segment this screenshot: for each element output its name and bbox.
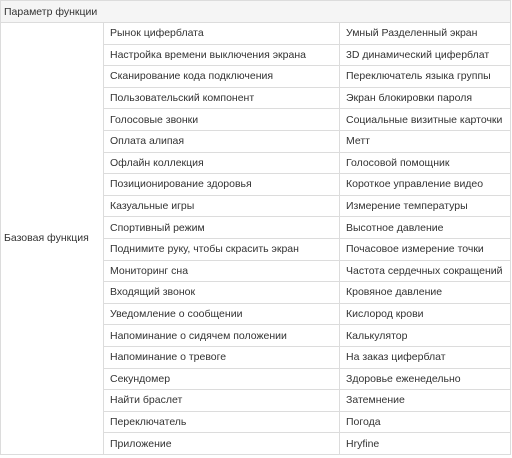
- feature-cell-left: Мониторинг сна: [104, 260, 340, 282]
- feature-cell-right: Измерение температуры: [340, 195, 511, 217]
- table-header-row: [1, 1, 511, 23]
- feature-cell-right: Голосовой помощник: [340, 152, 511, 174]
- feature-cell-left: Казуальные игры: [104, 195, 340, 217]
- feature-cell-right: Высотное давление: [340, 217, 511, 239]
- feature-cell-left: Напоминание о тревоге: [104, 346, 340, 368]
- feature-cell-right: Калькулятор: [340, 325, 511, 347]
- feature-cell-left: Спортивный режим: [104, 217, 340, 239]
- feature-cell-right: Социальные визитные карточки: [340, 109, 511, 131]
- feature-cell-left: Оплата алипая: [104, 130, 340, 152]
- feature-cell-right: 3D динамический циферблат: [340, 44, 511, 66]
- feature-cell-right: Экран блокировки пароля: [340, 87, 511, 109]
- feature-cell-left: Позиционирование здоровья: [104, 174, 340, 196]
- feature-cell-left: Офлайн коллекция: [104, 152, 340, 174]
- feature-cell-right: Кровяное давление: [340, 282, 511, 304]
- table-header-cell: Параметр функции: [1, 1, 511, 23]
- feature-cell-right: Затемнение: [340, 390, 511, 412]
- table-body: [1, 1, 511, 455]
- feature-cell-right: Погода: [340, 411, 511, 433]
- feature-cell-right: Здоровье еженедельно: [340, 368, 511, 390]
- feature-cell-left: Переключатель: [104, 411, 340, 433]
- feature-cell-right: Умный Разделенный экран: [340, 23, 511, 45]
- feature-cell-left: Рынок циферблата: [104, 23, 340, 45]
- feature-cell-left: Секундомер: [104, 368, 340, 390]
- feature-cell-left: Настройка времени выключения экрана: [104, 44, 340, 66]
- feature-cell-right: Короткое управление видео: [340, 174, 511, 196]
- feature-cell-left: Приложение: [104, 433, 340, 455]
- feature-cell-left: Входящий звонок: [104, 282, 340, 304]
- feature-cell-right: Hryfine: [340, 433, 511, 455]
- feature-cell-left: Голосовые звонки: [104, 109, 340, 131]
- feature-cell-right: На заказ циферблат: [340, 346, 511, 368]
- feature-cell-right: Частота сердечных сокращений: [340, 260, 511, 282]
- feature-cell-left: Пользовательский компонент: [104, 87, 340, 109]
- feature-cell-left: Напоминание о сидячем положении: [104, 325, 340, 347]
- feature-cell-right: Метт: [340, 130, 511, 152]
- feature-cell-right: Переключатель языка группы: [340, 66, 511, 88]
- category-cell: Базовая функция: [1, 23, 104, 455]
- feature-cell-left: Найти браслет: [104, 390, 340, 412]
- feature-cell-right: Кислород крови: [340, 303, 511, 325]
- feature-cell-left: Поднимите руку, чтобы скрасить экран: [104, 238, 340, 260]
- feature-cell-left: Сканирование кода подключения: [104, 66, 340, 88]
- feature-cell-left: Уведомление о сообщении: [104, 303, 340, 325]
- feature-cell-right: Почасовое измерение точки: [340, 238, 511, 260]
- table-row: [1, 23, 511, 45]
